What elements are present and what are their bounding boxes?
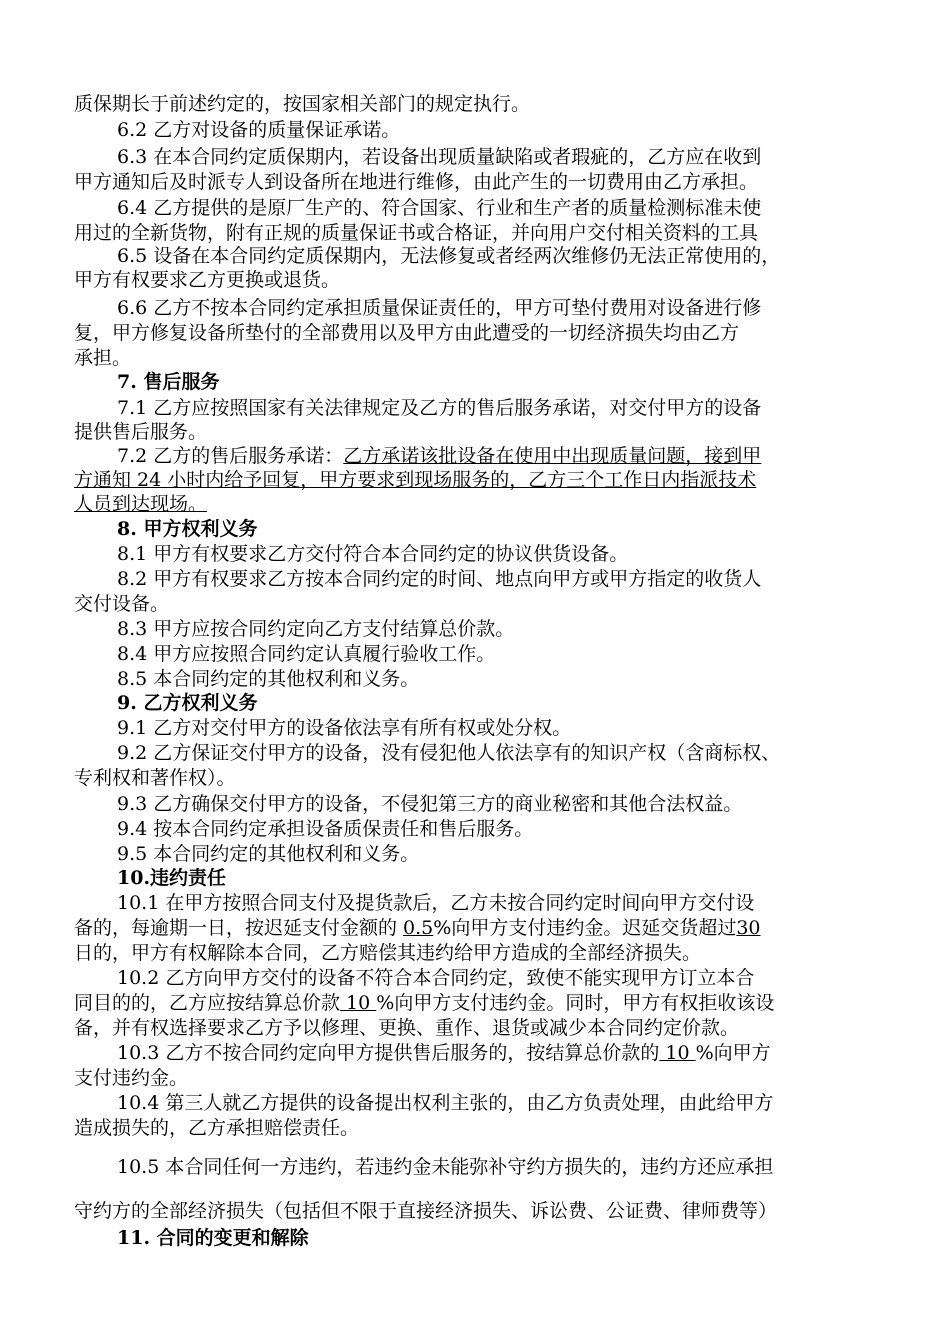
text-line	[74, 592, 169, 616]
text-line	[74, 321, 739, 345]
line-text: 守约方的全部经济损失（包括但不限于直接经济损失、诉讼费、公证费、律师费等）	[74, 1200, 778, 1222]
line-text: 9.1 乙方对交付甲方的设备依法享有所有权或处分权。	[117, 717, 572, 739]
line-text: 9. 乙方权利义务	[117, 692, 258, 714]
line-text: 11. 合同的变更和解除	[117, 1227, 309, 1249]
line-text: 用过的全新货物，附有正规的质量保证书或合格证，并向用户交付相关资料的工具	[74, 222, 759, 244]
text-line	[117, 196, 761, 220]
text-line	[117, 716, 571, 740]
line-text: 9.4 按本合同约定承担设备质保责任和售后服务。	[117, 818, 534, 840]
line-text-rest: %向甲方支付违约金。同时，甲方有权拒收该设	[376, 992, 775, 1014]
text-line	[117, 667, 419, 691]
line-text: 备的，每逾期一日，按迟延支付金额的	[74, 917, 404, 939]
line-text: 8.3 甲方应按合同约定向乙方支付结算总价款。	[117, 618, 515, 640]
section-heading	[117, 866, 226, 890]
text-line	[117, 1041, 771, 1065]
text-line	[117, 118, 400, 142]
line-text: 8. 甲方权利义务	[117, 518, 258, 540]
text-line	[117, 396, 761, 420]
text-line	[117, 792, 742, 816]
line-text: 9.2 乙方保证交付甲方的设备，没有侵犯他人依法享有的知识产权（含商标权、	[117, 742, 781, 764]
line-text: 9.5 本合同约定的其他权利和义务。	[117, 843, 420, 865]
line-text: 7.2 乙方的售后服务承诺：	[117, 445, 344, 467]
text-line	[117, 1091, 773, 1115]
text-line	[74, 991, 774, 1015]
underlined-text: 10	[659, 1042, 696, 1064]
text-line	[74, 170, 758, 194]
text-line	[74, 941, 701, 965]
section-heading	[117, 1226, 309, 1250]
text-line	[74, 420, 207, 444]
line-text: 6.4 乙方提供的是原厂生产的、符合国家、行业和生产者的质量检测标准未使	[117, 197, 762, 219]
underlined-text: 乙方承诺该批设备在使用中出现质量问题，接到甲	[343, 445, 762, 467]
line-text: 备，并有权选择要求乙方予以修理、更换、重作、退货或减少本合同约定价款。	[74, 1017, 740, 1039]
text-line	[74, 346, 131, 370]
text-line	[117, 296, 761, 320]
section-heading	[117, 370, 219, 394]
underlined-text: 方通知 24 小时内给予回复，甲方要求到现场服务的，乙方三个工作日内指派技术	[74, 469, 757, 491]
text-line	[117, 1155, 773, 1179]
line-text-rest: %向甲方	[695, 1042, 771, 1064]
text-line	[74, 268, 340, 292]
line-text: 7.1 乙方应按照国家有关法律规定及乙方的售后服务承诺，对交付甲方的设备	[117, 397, 762, 419]
line-text: 10.2 乙方向甲方交付的设备不符合本合同约定，致使不能实现甲方订立本合	[117, 967, 755, 989]
line-text: 8.1 甲方有权要求乙方交付符合本合同约定的协议供货设备。	[117, 543, 629, 565]
text-line	[74, 916, 761, 940]
text-line	[117, 741, 780, 765]
text-line	[117, 145, 761, 169]
line-text: 10.1 在甲方按照合同支付及提货款后，乙方未按合同约定时间向甲方交付设	[117, 892, 755, 914]
line-text: 10.违约责任	[117, 867, 227, 889]
underlined-text: 10	[340, 992, 377, 1014]
text-line	[74, 92, 530, 116]
text-line	[117, 842, 419, 866]
text-line	[74, 468, 756, 492]
underlined-text: 0.5	[403, 917, 434, 939]
line-text: 造成损失的，乙方承担赔偿责任。	[74, 1117, 360, 1139]
text-line	[117, 966, 754, 990]
text-line	[117, 542, 628, 566]
line-text: 承担。	[74, 347, 132, 369]
line-text: 6.2 乙方对设备的质量保证承诺。	[117, 119, 401, 141]
line-text: 交付设备。	[74, 593, 170, 615]
line-text: 日的，甲方有权解除本合同，乙方赔偿其违约给甲方造成的全部经济损失。	[74, 942, 702, 964]
text-line	[74, 766, 236, 790]
line-text: 8.5 本合同约定的其他权利和义务。	[117, 668, 420, 690]
line-text: 8.4 甲方应按照合同约定认真履行验收工作。	[117, 643, 496, 665]
line-text: 6.3 在本合同约定质保期内，若设备出现质量缺陷或者瑕疵的，乙方应在收到	[117, 146, 762, 168]
text-line	[117, 444, 761, 468]
line-text-rest: %向甲方支付违约金。迟延交货超过	[433, 917, 737, 939]
line-text: 8.2 甲方有权要求乙方按本合同约定的时间、地点向甲方或甲方指定的收货人	[117, 568, 762, 590]
section-heading	[117, 691, 257, 715]
text-line	[117, 891, 754, 915]
section-heading	[117, 517, 257, 541]
line-text: 提供售后服务。	[74, 421, 208, 443]
line-text: 10.4 第三人就乙方提供的设备提出权利主张的，由乙方负责处理，由此给甲方	[117, 1092, 774, 1114]
text-line	[117, 617, 514, 641]
text-line	[74, 492, 207, 516]
line-text: 6.6 乙方不按本合同约定承担质量保证责任的，甲方可垫付费用对设备进行修	[117, 297, 762, 319]
text-line	[74, 1066, 188, 1090]
line-text: 甲方有权要求乙方更换或退货。	[74, 269, 341, 291]
line-text: 6.5 设备在本合同约定质保期内，无法修复或者经两次维修仍无法正常使用的，	[117, 245, 781, 267]
line-text: 10.5 本合同任何一方违约，若违约金未能弥补守约方损失的，违约方还应承担	[117, 1156, 774, 1178]
text-line	[117, 817, 533, 841]
text-line	[117, 642, 495, 666]
underlined-text-2: 30	[736, 917, 761, 939]
line-text: 10.3 乙方不按合同约定向甲方提供售后服务的，按结算总价款的	[117, 1042, 660, 1064]
text-line	[74, 1116, 359, 1140]
text-line	[117, 244, 780, 268]
text-line	[117, 567, 761, 591]
line-text: 专利权和著作权）。	[74, 767, 236, 789]
line-text: 甲方通知后及时派专人到设备所在地进行维修，由此产生的一切费用由乙方承担。	[74, 171, 759, 193]
text-line	[74, 1016, 739, 1040]
line-text: 同目的的，乙方应按结算总价款	[74, 992, 341, 1014]
text-line	[74, 1199, 777, 1223]
line-text: 质保期长于前述约定的，按国家相关部门的规定执行。	[74, 93, 531, 115]
line-text: 9.3 乙方确保交付甲方的设备，不侵犯第三方的商业秘密和其他合法权益。	[117, 793, 743, 815]
line-text: 复，甲方修复设备所垫付的全部费用以及甲方由此遭受的一切经济损失均由乙方	[74, 322, 740, 344]
line-text: 7. 售后服务	[117, 371, 220, 393]
text-line	[74, 221, 758, 245]
line-text: 支付违约金。	[74, 1067, 189, 1089]
underlined-text: 人员到达现场。	[74, 493, 208, 515]
